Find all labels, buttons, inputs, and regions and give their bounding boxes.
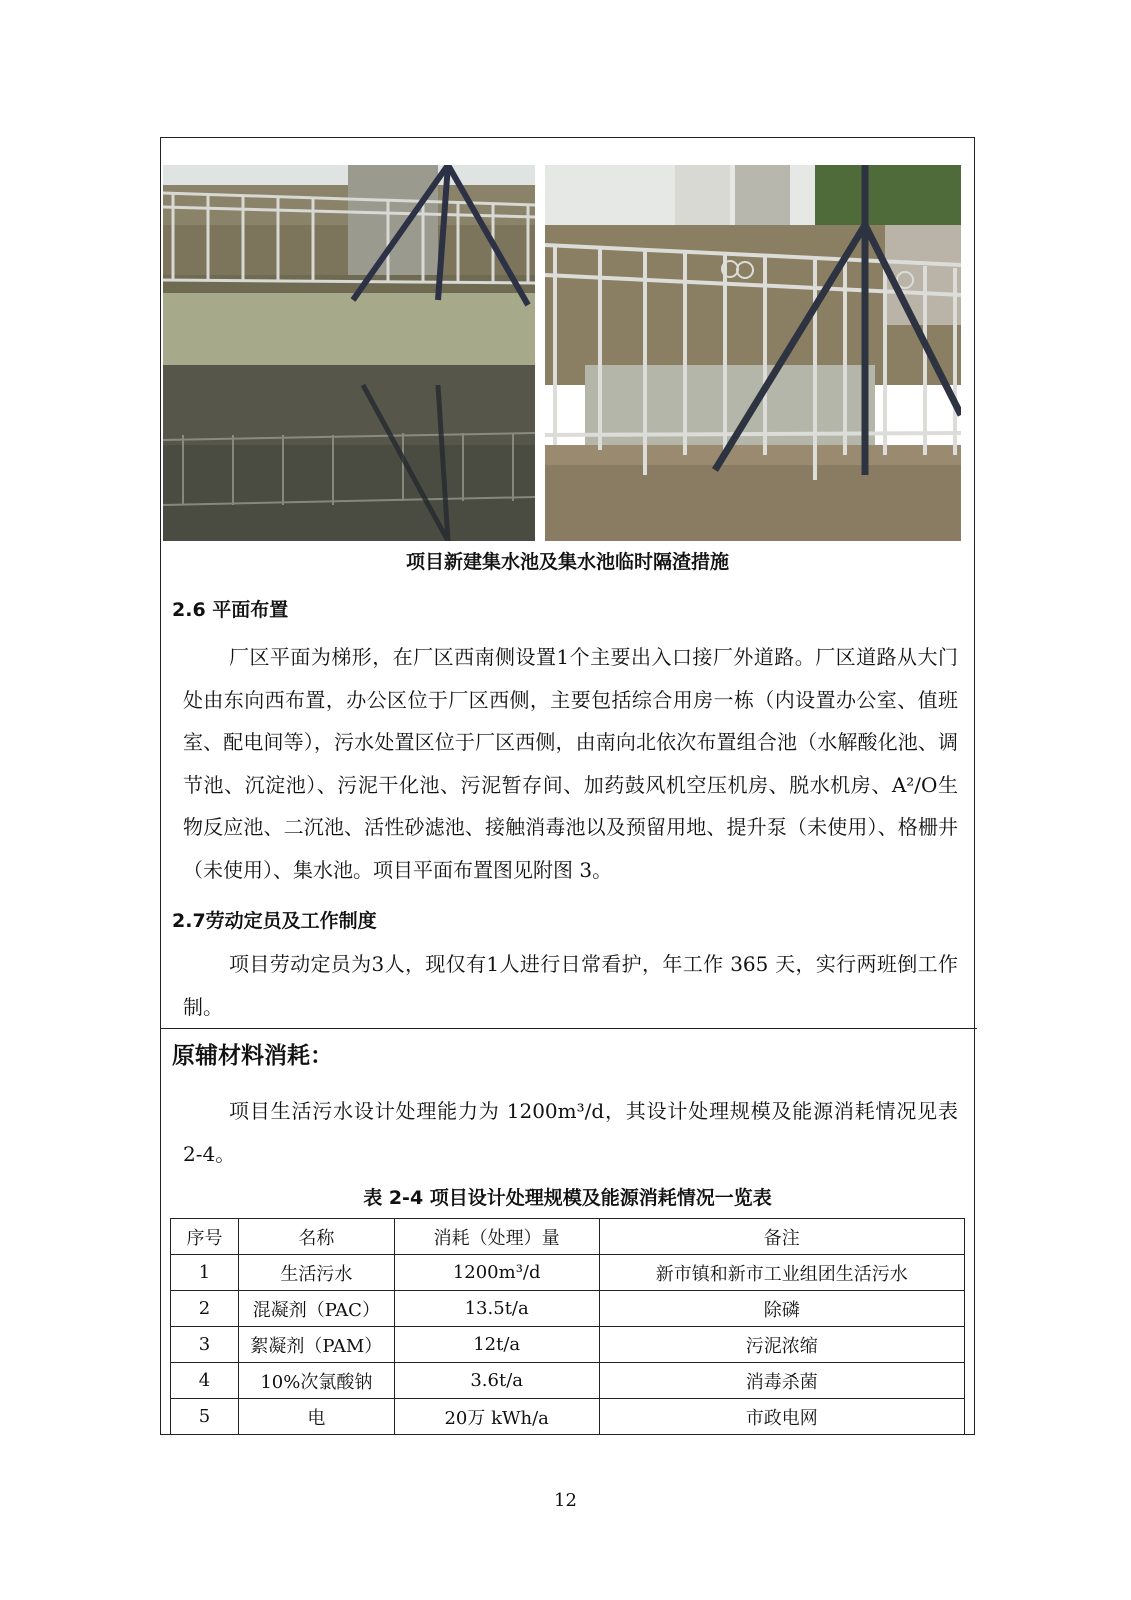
section-2-7-paragraph: 项目劳动定员为3人，现仅有1人进行日常看护，年工作 365 天，实行两班倒工作制。	[183, 952, 958, 1019]
table-cell: 絮凝剂（PAM）	[238, 1327, 394, 1363]
table-cell: 2	[171, 1291, 239, 1327]
materials-paragraph: 项目生活污水设计处理能力为 1200m³/d，其设计处理规模及能源消耗情况见表 2-4。	[183, 1099, 958, 1166]
table-cell: 污泥浓缩	[599, 1327, 964, 1363]
table-cell: 混凝剂（PAC）	[238, 1291, 394, 1327]
section-2-6-paragraph: 厂区平面为梯形，在厂区西南侧设置1个主要出入口接厂外道路。厂区道路从大门处由东向西布置，办公区位于厂区西侧，主要包括综合用房一栋（内设置办公室、值班室、配电间等），污水处置区位于厂区西侧，由南向北依次布置组合池（水解酸化池、调节池、沉淀池）、污泥干化池、污泥暂存间、加药鼓风机空压机房、脱水机房、A²/O生物反应池、二沉池、活性砂滤池、接触消毒池以及预留用地、提升泵（未使用）、格栅井（未使用）、集水池。项目平面布置图见附图 3。	[183, 645, 958, 882]
section-2-7-heading: 2.7劳动定员及工作制度	[172, 910, 377, 932]
table-cell: 电	[238, 1399, 394, 1435]
table-cell: 3.6t/a	[394, 1363, 599, 1399]
table-cell: 10%次氯酸钠	[238, 1363, 394, 1399]
table-cell: 1200m³/d	[394, 1255, 599, 1291]
table-cell: 生活污水	[238, 1255, 394, 1291]
table-title: 表 2-4 项目设计处理规模及能源消耗情况一览表	[363, 1187, 772, 1209]
table-header-cell: 消耗（处理）量	[394, 1219, 599, 1255]
table-cell: 新市镇和新市工业组团生活污水	[599, 1255, 964, 1291]
photo-left	[163, 165, 535, 541]
table-cell: 3	[171, 1327, 239, 1363]
photo-caption: 项目新建集水池及集水池临时隔渣措施	[405, 551, 729, 573]
table-cell: 12t/a	[394, 1327, 599, 1363]
table-header-row	[171, 1219, 965, 1255]
table-row	[171, 1291, 965, 1327]
table-row	[171, 1363, 965, 1399]
table-row	[171, 1327, 965, 1363]
table-cell: 市政电网	[599, 1399, 964, 1435]
table-cell: 1	[171, 1255, 239, 1291]
table-cell: 5	[171, 1399, 239, 1435]
table-cell: 20万 kWh/a	[394, 1399, 599, 1435]
table-row	[171, 1399, 965, 1435]
table-cell: 除磷	[599, 1291, 964, 1327]
page-number: 12	[554, 1490, 577, 1511]
section-divider	[160, 1028, 977, 1029]
consumption-table	[170, 1218, 965, 1435]
table-header-cell: 备注	[599, 1219, 964, 1255]
table-row	[171, 1255, 965, 1291]
table-header-cell: 序号	[171, 1219, 239, 1255]
section-2-6-heading: 2.6 平面布置	[172, 599, 289, 621]
table-header-cell: 名称	[238, 1219, 394, 1255]
table-cell: 消毒杀菌	[599, 1363, 964, 1399]
photo-right	[545, 165, 961, 541]
materials-heading: 原辅材料消耗：	[172, 1043, 333, 1069]
table-cell: 4	[171, 1363, 239, 1399]
table-cell: 13.5t/a	[394, 1291, 599, 1327]
